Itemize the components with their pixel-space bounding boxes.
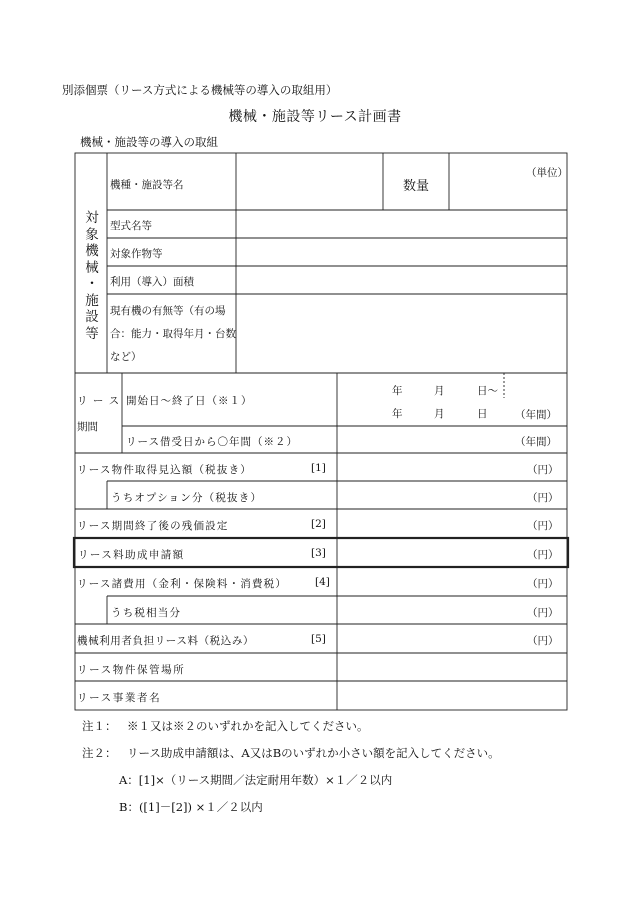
residual-label: リース期間終了後の残価設定 [77,520,229,532]
storage-location-field[interactable] [341,656,561,678]
subsidy-label: リース料助成申請額 [78,549,185,561]
residual-field[interactable] [341,512,521,534]
area-field[interactable] [240,269,562,291]
option-field[interactable] [341,484,521,506]
acquisition-field[interactable] [341,456,521,478]
acquisition-label: リース物件取得見込額（税抜き） [77,464,252,476]
model-label: 型式名等 [110,220,152,232]
subsidy-field[interactable] [341,541,521,563]
user-burden-code: [5] [311,633,326,645]
years-unit-2: （年間） [515,436,557,448]
existing-machine-field[interactable] [240,298,562,368]
end-day-label: 日 [477,408,488,420]
storage-location-label: リース物件保管場所 [77,664,186,676]
start-end-label: 開始日～終了日（※１） [126,395,253,407]
existing-machine-label: 現有機の有無等（有の場合：能力・取得年月・台数など） [110,305,236,363]
fees-field[interactable] [341,570,521,592]
formula-a: A：[1]×（リース期間／法定耐用年数）×１／２以内 [119,773,393,787]
acquisition-code: [1] [311,462,326,474]
model-field[interactable] [240,213,562,235]
years-unit-1: （年間） [515,409,557,421]
annex-note: 別添個票（リース方式による機械等の導入の取組用） [62,83,338,97]
lessor-name-label: リース事業者名 [77,692,162,704]
from-lease-label: リース借受日から〇年間（※２） [126,436,298,448]
tax-unit: （円） [527,607,559,619]
residual-unit: （円） [527,520,559,532]
user-burden-label: 機械利用者負担リース料（税込み） [77,635,255,647]
note2-label: 注２： [82,746,117,760]
end-month-label: 月 [434,408,445,420]
note1-label: 注１： [82,719,117,733]
note2-text: リース助成申請額は、A又はBのいずれか小さい額を記入してください。 [127,746,500,760]
option-label: うちオプション分（税抜き） [111,492,263,504]
fees-code: [4] [315,576,330,588]
section-title: 機械・施設等の導入の取組 [80,135,218,149]
option-unit: （円） [527,492,559,504]
lease-period-label-line2: 期間 [77,421,98,433]
user-burden-field[interactable] [341,627,521,649]
crop-field[interactable] [240,241,562,263]
quantity-label: 数量 [403,179,430,194]
residual-code: [2] [311,518,326,530]
fees-unit: （円） [527,578,559,590]
subsidy-unit: （円） [527,549,559,561]
unit-label: （単位） [526,167,568,179]
machine-name-field[interactable] [240,160,380,206]
area-label: 利用（導入）面積 [110,276,194,288]
target-vertical-label: 対 象 機 械 ・ 施 設 等 [85,210,99,342]
document-title: 機械・施設等リース計画書 [228,109,402,125]
lessor-name-field[interactable] [341,684,561,706]
fees-label: リース諸費用（金利・保険料・消費税） [77,578,288,590]
tax-field[interactable] [341,599,521,621]
formula-b: B：([1]－[2]) ×１／２以内 [119,800,263,814]
start-year-label: 年 [392,385,403,397]
crop-label: 対象作物等 [110,248,163,260]
tax-label: うち税相当分 [111,607,182,619]
start-month-label: 月 [434,385,445,397]
subsidy-code: [3] [311,547,326,559]
end-year-label: 年 [392,408,403,420]
lease-period-label-line1: リ ー ス [77,395,121,407]
start-day-label: 日～ [477,385,498,397]
note1-text: ※１又は※２のいずれかを記入してください。 [127,719,369,733]
acquisition-unit: （円） [527,464,559,476]
user-burden-unit: （円） [527,635,559,647]
quantity-field[interactable] [453,160,523,206]
machine-name-label: 機種・施設等名 [110,179,184,191]
